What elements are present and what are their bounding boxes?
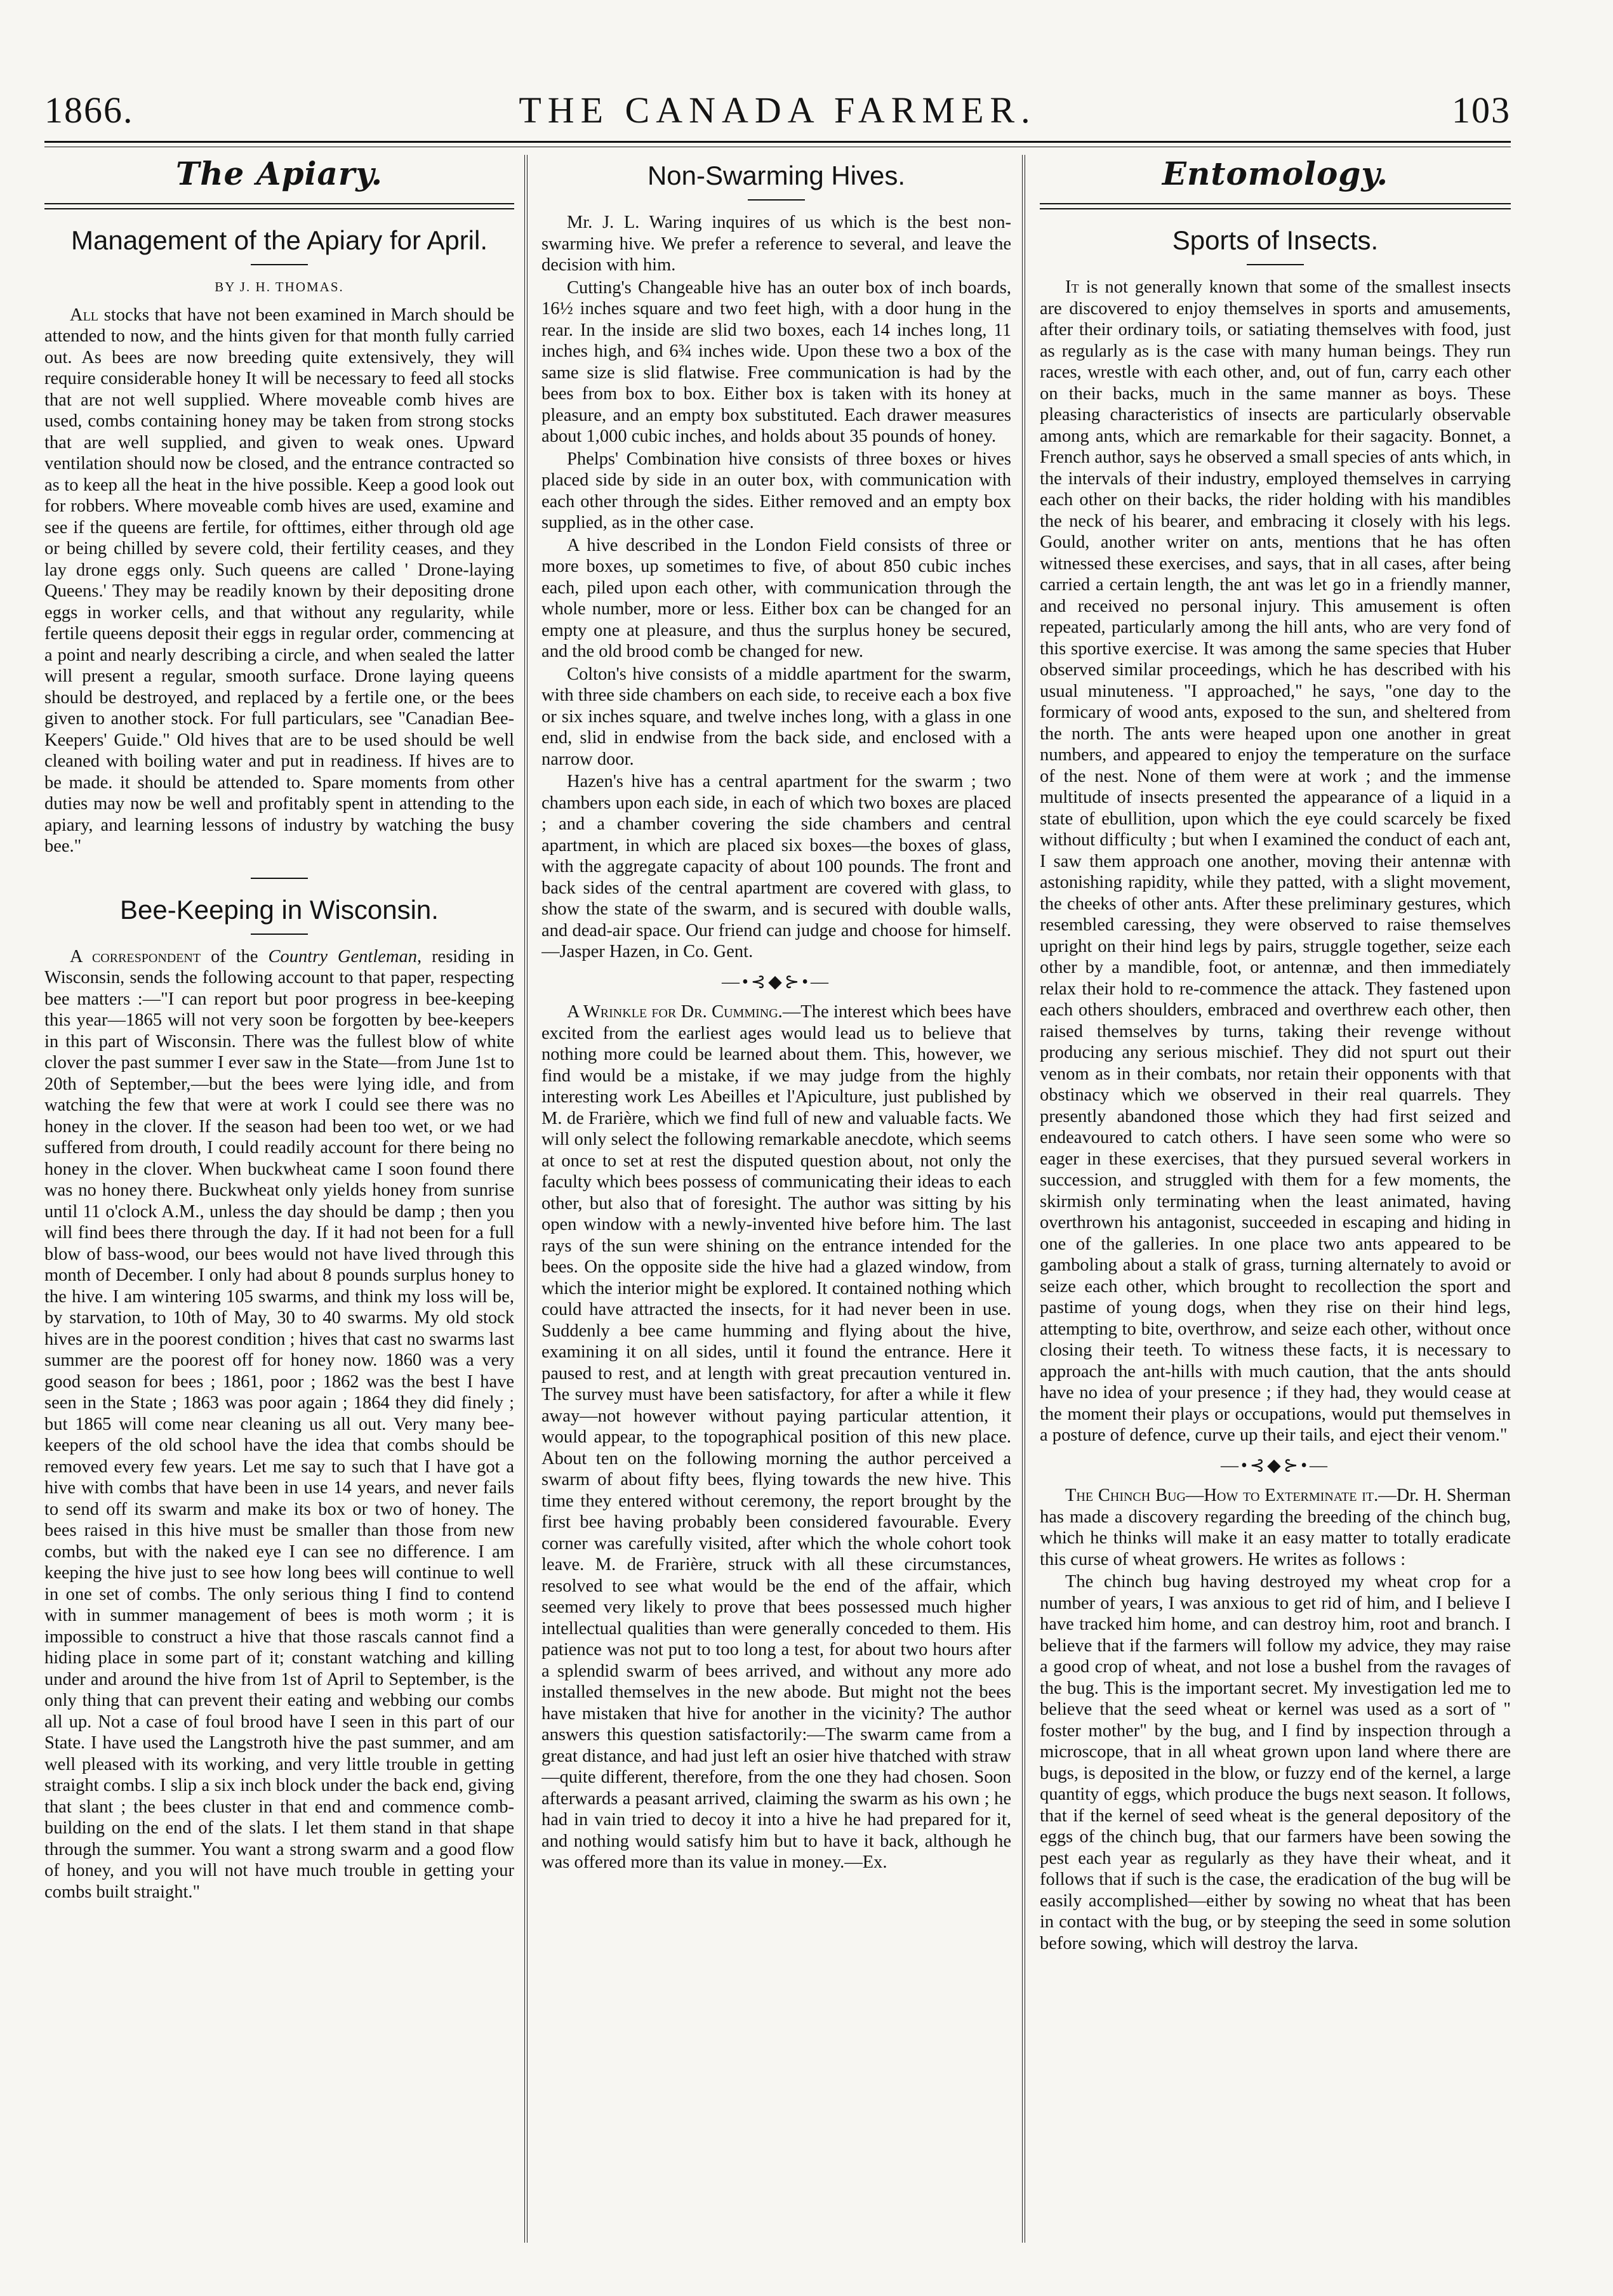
lead-word: It [1065, 277, 1079, 297]
article-body: It is not generally known that some of the smallest insects are discovered to enjoy themselves in sports and amusements, after their ordinary toils, or satiating themselves with food, just as regularly as is the case with many human beings. They run races, wrestle with each other, and, out of fun, carry each other on their backs, much in the same manner as boys. These pleasing characteristics of insects are particularly observable among ants, which are remarkable for their sagacity. Bonnet, a French author, says he observed a small species of ants which, in the intervals of their industry, employed themselves in carrying each other on their backs, the rider holding with his mandibles the neck of his bearer, and embracing it closely with his legs. Gould, another writer on ants, mentions that he has often witnessed these exercises, and says, that in all cases, after being carried a certain length, the ant was let go in a friendly manner, and received no personal injury. This amusement is often repeated, particularly among the hill ants, who are very fond of this sportive exercise. It was among the same species that Huber observed similar proceedings, which he has described with his usual minuteness. "I approached," he says, "one day to the formicary of wood ants, exposed to the sun, and sheltered from the north. The ants were heaped upon one another in great numbers, and appeared to enjoy the temperature on the surface of the nest. None of them were at work ; and the immense multitude of insects presented the appearance of a liquid in a state of ebullition, upon which the eye could scarcely be fixed without difficulty ; but when I examined the conduct of each ant, I saw them approach one another, moving their antennæ with astonishing rapidity, while they patted, with a slight movement, the cheeks of other ants. After these preliminary gestures, which resembled caressing, they were observed to raise themselves upright on their hind legs by pairs, struggle together, seize each other by a mandible, foot, or antennæ, and then immediately relax their hold to re-commence the attack. They fastened upon each others shoulders, embraced and overthrew each other, then raised themselves by turns, taking their revenge without producing any serious mischief. They did not spurt out their venom as in their combats, nor retain their opponents with that obstinacy which we observed in their real quarrels. They presently abandoned those which they had first seized and endeavoured to catch others. I have seen some who were so eager in these exercises, that they pursued several workers in succession, and struggled with them for a few moments, the skirmish only terminating when the least animated, having overthrown his antagonist, succeeded in escaping and hiding in one of the galleries. In one place two ants appeared to be gamboling about a stalk of grass, turning alternately to avoid or seize each other, which brought to recollection the sport and pastime of young dogs, when they rise on their hind legs, attempting to bite, overthrow, and seize each other, without once closing their teeth. To witness these facts, it is necessary to approach the ant-hills with much caution, that the ants should have no idea of your presence ; if they had, they would cease at the moment their plays or occupations, would put themselves in a posture of defence, curve up their tails, and eject their venom." [1040, 277, 1511, 1445]
title-rule [748, 199, 805, 201]
paragraph: The chinch bug having destroyed my wheat crop for a number of years, I was anxious to get rid of him, and I believe I have tracked him home, and can destroy him, root and branch. I believe that if the farmers will follow my advice, they may raise a good crop of wheat, and not lose a bushel from the ravages of the bug. This is the important secret. My investigation led me to believe that the seed wheat or kernel was used as a sort of " foster mother" by the bug, and I find by inspection through a microscope, that in all wheat grown upon land where there are bugs, is deposited in the blow, or fuzzy end of the kernel, a large quantity of eggs, which produce the bugs next season. It follows, that if the kernel of seed wheat is the general depository of the eggs of the chinch bug, that our farmers have been sowing the pest each year as regularly as they have their wheat, and it follows that if such is the case, the eradication of the bug will be easily accomplished—either by sowing no wheat that has been in contact with the bug, or by steeping the seed in some solution before sowing, which will destroy the larva. [1040, 1572, 1511, 1953]
column-rule [524, 155, 528, 2243]
paragraph: A hive described in the London Field consists of three or more boxes, up sometimes to five, of about 850 cubic inches each, piled upon each other, with communication through the whole number, more or less. Either box can be changed for an empty one at pleasure, and thus the surplus honey be secured, and the old brood comb be changed for new. [541, 535, 1011, 661]
ornament-divider: —•⊰◆⊱•— [1220, 1455, 1331, 1475]
lead-word: A correspondent [70, 946, 201, 967]
paragraph: Phelps' Combination hive consists of three boxes or hives placed side by side in an outer box, with communication with each other through the sides. Either removed and an empty box supplied, as in the other case. [541, 449, 1011, 532]
title-rule [1247, 264, 1304, 265]
lead-word: All [70, 305, 99, 325]
article-title: Non-Swarming Hives. [647, 161, 906, 190]
ornament-divider: —•⊰◆⊱•— [721, 972, 832, 992]
column-hives [541, 155, 1011, 2243]
section-heading-apiary: The Apiary. [176, 155, 383, 192]
section-heading-entomology: Entomology. [1162, 155, 1389, 192]
periodical-name: Country Gentleman [268, 946, 417, 967]
column-entomology [1040, 155, 1511, 2243]
paragraph: Hazen's hive has a central apartment for the swarm ; two chambers upon each side, in each of which two boxes are placed ; and a chamber covering the side chambers and central apartment, in which are placed six boxes—the boxes of glass, with the aggregate capacity of about 100 pounds. The front and back sides of the central apartment are covered with glass, to show the state of the swarm, and is secured with double walls, and dead-air space. Our friend can judge and choose for himself.—Jasper Hazen, in Co. Gent. [541, 772, 1011, 961]
article-title: Management of the Apiary for April. [70, 225, 488, 255]
paragraph: Mr. J. L. Waring inquires of us which is the best non-swarming hive. We prefer a reference to several, and leave the decision with him. [541, 213, 1011, 275]
paragraph: The Chinch Bug—How to Exterminate it.—Dr. H. Sherman has made a discovery regarding the breeding of the chinch bug, which he thinks will make it an easy matter to totally eradicate this curse of wheat growers. He writes as follows : [1040, 1486, 1511, 1569]
paragraph: Colton's hive consists of a middle apartment for the swarm, with three side chambers on each side, to receive each a box five or six inches square, and twelve inches long, with a glass in one end, slid in endwise from the back side, and enclosed with a narrow door. [541, 664, 1011, 769]
article-body: A correspondent of the Country Gentleman, residing in Wisconsin, sends the following account to that paper, respecting bee matters :—"I can report but poor progress in bee-keeping this year—1865 will not very soon be forgotten by bee-keepers in this part of Wisconsin. There was the fullest blow of white clover the past summer I ever saw in the State—from June 1st to 20th of September,—but the bees were lying idle, and from watching the few that were at work I could see there was no honey in the clover. If the season had been too wet, or we had suffered from drouth, I could readily account for there being no honey in the clover. When buckwheat came I soon found there was no honey there. Buckwheat only yields honey from sunrise until 11 o'clock A.M., unless the day should be damp ; then you will find bees there through the day. If it had not been for a full blow of bass-wood, our bees would not have lived through this month of December. I only had about 8 pounds surplus honey to the hive. I am wintering 105 swarms, and think my loss will be, by starvation, to 10th of May, 30 to 40 swarms. My old stock hives are in the poorest condition ; hives that cast no swarms last summer are the poorest off for honey now. 1860 was a very good season for bees ; 1861, poor ; 1862 was the best I have seen in the State ; 1863 was poor again ; 1864 they did finely ; but 1865 will come near cleaning us all out. Very many bee-keepers of the old school have the idea that combs should be removed every few years. Let me say to such that I have got a hive with combs that have been in use 14 years, and never fails to send off its swarm and make its box or two of honey. The bees raised in this hive must be smaller than those from new combs, but with the naked eye I can see no difference. I am keeping the hive just to see how long bees will continue to well in one set of combs. The only serious thing I find to contend with in summer management of bees is moth worm ; it is impossible to construct a hive that those rascals cannot find a hiding place in some part of it; constant watching and killing under and around the hive from 1st of April to September, is the only thing that can prevent their eating and webbing our combs all up. Not a case of foul brood have I seen in this part of our State. I have used the Langstroth hive the past summer, and am well pleased with its working, and very little trouble in getting straight combs. I slip a six inch block under the back end, giving that slant ; the bees cluster in that end and commence comb-building on the end of the slats. I let them stand in that shape through the summer. You want a strong swarm and a good flow of honey, and you will not have much trouble in getting your combs built straight." [44, 946, 514, 1902]
header-rule [44, 141, 1511, 147]
article-body: All stocks that have not been examined in March should be attended to now, and the hints given for that month fully carried out. As bees are now breeding quite extensively, they will require considerable honey It will be necessary to feed all stocks that are not well supplied. Where moveable comb hives are used, combs containing honey may be taken from strong stocks that are well supplied, and given to weak ones. Upward ventilation should now be closed, and the entrance contracted so as to keep all the heat in the hive possible. Keep a good look out for robbers. Where moveable comb hives are used, examine and see if the queens are fertile, for ofttimes, either through old age or being chilled by severe cold, their fertility ceases, and they lay drone eggs only. Such queens are called ' Drone-laying Queens.' They may be readily known by their depositing drone eggs in worker cells, and that without any regularity, while fertile queens deposit their eggs in regular order, commencing at a point and nearly describing a circle, and when sealed the latter will present a regular, smooth surface. Drone laying queens should be destroyed, and replaced by a fertile one, or the bees given to another stock. For full particulars, see "Canadian Bee-Keepers' Guide." Old hives that are to be used should be well cleaned with boiling water and put in readiness. If hives are to be made. it should be attended to. Spare moments from other duties may now be well and profitably spent in attending to the apiary, and learning lessons of industry by watching the busy bee." [44, 305, 514, 856]
column-rule [1022, 155, 1025, 2243]
article-divider [251, 878, 308, 879]
header-year: 1866. [44, 89, 134, 131]
paragraph: A Wrinkle for Dr. Cumming.—The interest which bees have excited from the earliest ages would lead us to believe that nothing more could be learned about them. This, however, we find would be a mistake, if we may judge from the highly interesting work Les Abeilles et l'Apiculture, just published by M. de Frarière, which we find full of new and valuable facts. We will only select the following remarkable anecdote, which seems at once to set at rest the disputed question about, not only the faculty which bees possess of communicating their ideas to each other, but also that of foresight. The author was sitting by his open window with a newly-invented hive before him. The last rays of the sun were shining on the entrance intended for the bees. On the opposite side the hive had a glazed window, from which the interior might be explored. It contained nothing which could have attracted the insects, for it had never been in use. Suddenly a bee came humming and flying about the hive, examining it on all sides, until it found the entrance. Here it paused to rest, and at length with great precaution ventured in. The survey must have been satisfactory, for after a while it flew away—not however without paying particular attention, it would appear, to the topographical position of this new place. About ten on the following morning the author perceived a swarm of about fifty bees, flying towards the new hive. This time they entered without ceremony, the report brought by the first bee having probably been considered favourable. Every corner was carefully visited, after which the whole cohort took leave. M. de Frarière, struck with all these circumstances, resolved to see what would be the end of the affair, which seemed very likely to prove that bees possessed much higher intellectual qualities than were generally conceded to them. His patience was not put to too long a test, for about two hours after a splendid swarm of bees arrived, and without any more ado installed themselves in the new abode. But might not the bees have mistaken that hive for another in the vicinity? The author answers this question satisfactorily:—The swarm came from a great distance, and had just left an osier hive thatched with straw—quite different, therefore, from the one they had chosen. Soon afterwards a peasant arrived, claiming the swarm as his own ; he had in vain tried to decoy it into a hive he had prepared for it, and nothing would satisfy him but to have it back, although he was offered more than its value in money.—Ex. [541, 1002, 1011, 1872]
article-title: Sports of Insects. [1172, 225, 1379, 255]
column-apiary [44, 155, 514, 2243]
title-rule [251, 264, 308, 265]
section-rule [44, 203, 514, 209]
page-header [44, 82, 1511, 140]
lead-phrase: A Wrinkle for Dr. Cumming. [567, 1002, 783, 1022]
byline: BY J. H. THOMAS. [215, 279, 344, 294]
article-title: Bee-Keeping in Wisconsin. [120, 894, 439, 925]
page-number: 103 [1452, 89, 1511, 131]
title-rule [251, 934, 308, 935]
masthead: THE CANADA FARMER. [519, 89, 1037, 131]
paragraph: Cutting's Changeable hive has an outer box of inch boards, 16½ inches square and two feet high, with a door hung in the rear. In the inside are slid two boxes, each 14 inches long, 11 inches high, and 6¾ inches wide. Upon these two a box of the same size is slid flatwise. Free communication is had by the bees from box to box. Either box is taken with its honey at pleasure, and an empty box substituted. Each drawer measures about 1,000 cubic inches, and holds about 35 pounds of honey. [541, 277, 1011, 446]
section-rule [1040, 203, 1511, 209]
lead-phrase: The Chinch Bug—How to Exterminate it. [1065, 1486, 1379, 1505]
